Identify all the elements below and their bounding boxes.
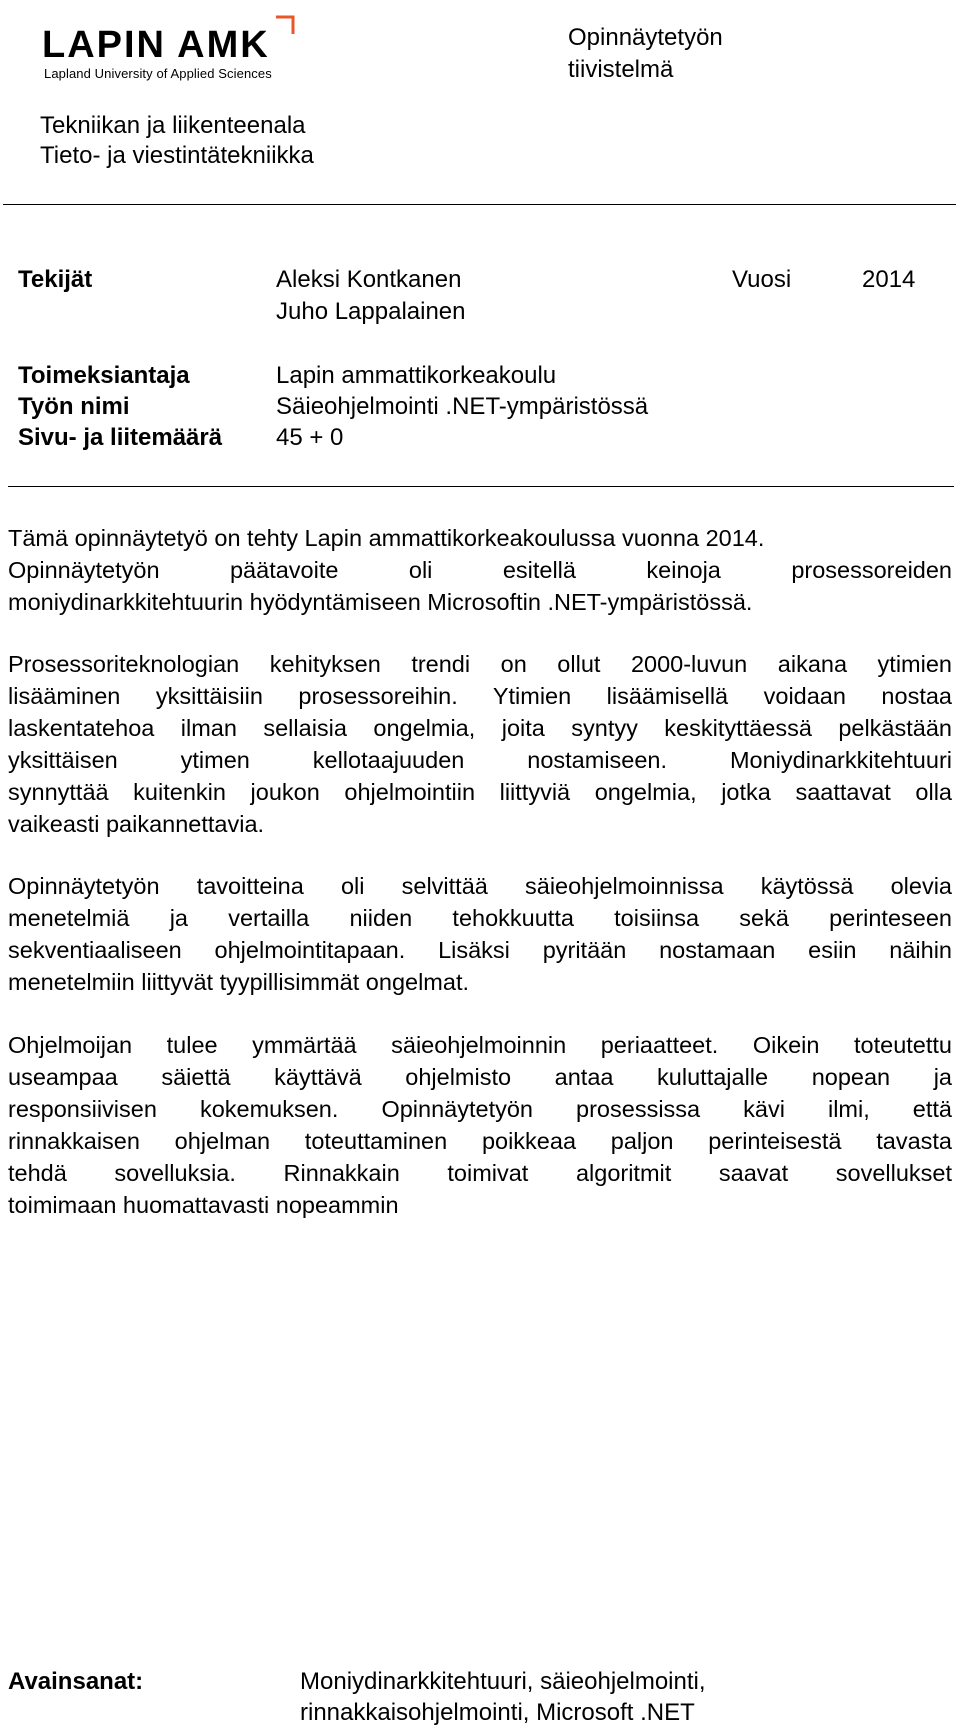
doc-type-line1: Opinnäytetyön	[568, 24, 723, 51]
thesis-title-label: Työn nimi	[18, 393, 130, 420]
keywords-line-2: rinnakkaisohjelmointi, Microsoft .NET	[300, 1699, 695, 1726]
keywords-label: Avainsanat:	[8, 1668, 144, 1695]
abstract-p4-line: Ohjelmoijan tulee ymmärtää säieohjelmoinnin periaatteet. Oikein toteutettu	[8, 1032, 952, 1058]
abstract-p3-line: menetelmiin liittyvät tyypillisimmät ongelmat.	[8, 969, 470, 995]
abstract-p4-line: useampaa säiettä käyttävä ohjelmisto antaa kuluttajalle nopean ja	[8, 1064, 952, 1090]
abstract-p3-line: sekventiaaliseen ohjelmointitapaan. Lisäksi pyritään nostamaan esiin näihin	[8, 937, 952, 963]
logo-name: LAPIN AMK	[42, 24, 270, 66]
abstract-p2-line: laskentatehoa ilman sellaisia ongelmia, joita syntyy keskityttäessä pelkästään	[8, 715, 952, 741]
authors-label: Tekijät	[18, 266, 93, 293]
abstract-paragraph-3	[8, 870, 952, 998]
lapin-amk-logo	[42, 22, 302, 82]
abstract-p2-line: yksittäisen ytimen kellotaajuuden nostamiseen. Moniydinarkkitehtuuri	[8, 747, 952, 773]
commissioner-label: Toimeksiantaja	[18, 362, 190, 389]
keywords-line-1: Moniydinarkkitehtuuri, säieohjelmointi,	[300, 1668, 706, 1695]
pages-label: Sivu- ja liitemäärä	[18, 424, 223, 451]
abstract-paragraph-4	[8, 1029, 952, 1221]
abstract-paragraph-2	[8, 648, 952, 840]
abstract-p2-line: vaikeasti paikannettavia.	[8, 811, 265, 837]
pages-value: 45 + 0	[276, 424, 344, 451]
abstract-p2-line: Prosessoriteknologian kehityksen trendi on ollut 2000-luvun aikana ytimien	[8, 651, 952, 677]
abstract-p4-line: tehdä sovelluksia. Rinnakkain toimivat algoritmit saavat sovellukset	[8, 1160, 952, 1186]
header-divider	[3, 204, 956, 205]
abstract-p1-line: Opinnäytetyön päätavoite oli esitellä keinoja prosessoreiden	[8, 557, 952, 583]
abstract-p3-line: Opinnäytetyön tavoitteina oli selvittää säieohjelmoinnissa käytössä olevia	[8, 873, 952, 899]
logo-corner-mark	[274, 14, 298, 38]
doc-type-line2: tiivistelmä	[568, 56, 674, 83]
abstract-p1-line: moniydinarkkitehtuurin hyödyntämiseen Microsoftin .NET-ympäristössä.	[8, 589, 753, 615]
year-label: Vuosi	[732, 266, 792, 293]
commissioner-value: Lapin ammattikorkeakoulu	[276, 362, 557, 389]
abstract-p1-line: Tämä opinnäytetyö on tehty Lapin ammattikorkeakoulussa vuonna 2014.	[8, 525, 765, 551]
logo-subtitle: Lapland University of Applied Sciences	[44, 66, 272, 81]
abstract-p4-line: rinnakkaisen ohjelman toteuttaminen poikkeaa paljon perinteisestä tavasta	[8, 1128, 952, 1154]
abstract-paragraph-1	[8, 522, 952, 618]
author-2: Juho Lappalainen	[276, 298, 466, 325]
abstract-p4-line: toimimaan huomattavasti nopeammin	[8, 1192, 399, 1218]
degree-programme: Tieto- ja viestintätekniikka	[40, 142, 314, 169]
abstract-p2-line: synnyttää kuitenkin joukon ohjelmointiin liittyviä ongelmia, jotka saattavat olla	[8, 779, 952, 805]
abstract-p2-line: lisääminen yksittäisiin prosessoreihin. Ytimien lisäämisellä voidaan nostaa	[8, 683, 952, 709]
abstract-p4-line: responsiivisen kokemuksen. Opinnäytetyön prosessissa kävi ilmi, että	[8, 1096, 952, 1122]
abstract-p3-line: menetelmiä ja vertailla niiden tehokkuutta toisiinsa sekä perinteseen	[8, 905, 952, 931]
author-1: Aleksi Kontkanen	[276, 266, 462, 293]
year-value: 2014	[862, 266, 916, 293]
faculty: Tekniikan ja liikenteenala	[40, 112, 306, 139]
thesis-title-value: Säieohjelmointi .NET-ympäristössä	[276, 393, 649, 420]
meta-divider	[8, 486, 954, 487]
